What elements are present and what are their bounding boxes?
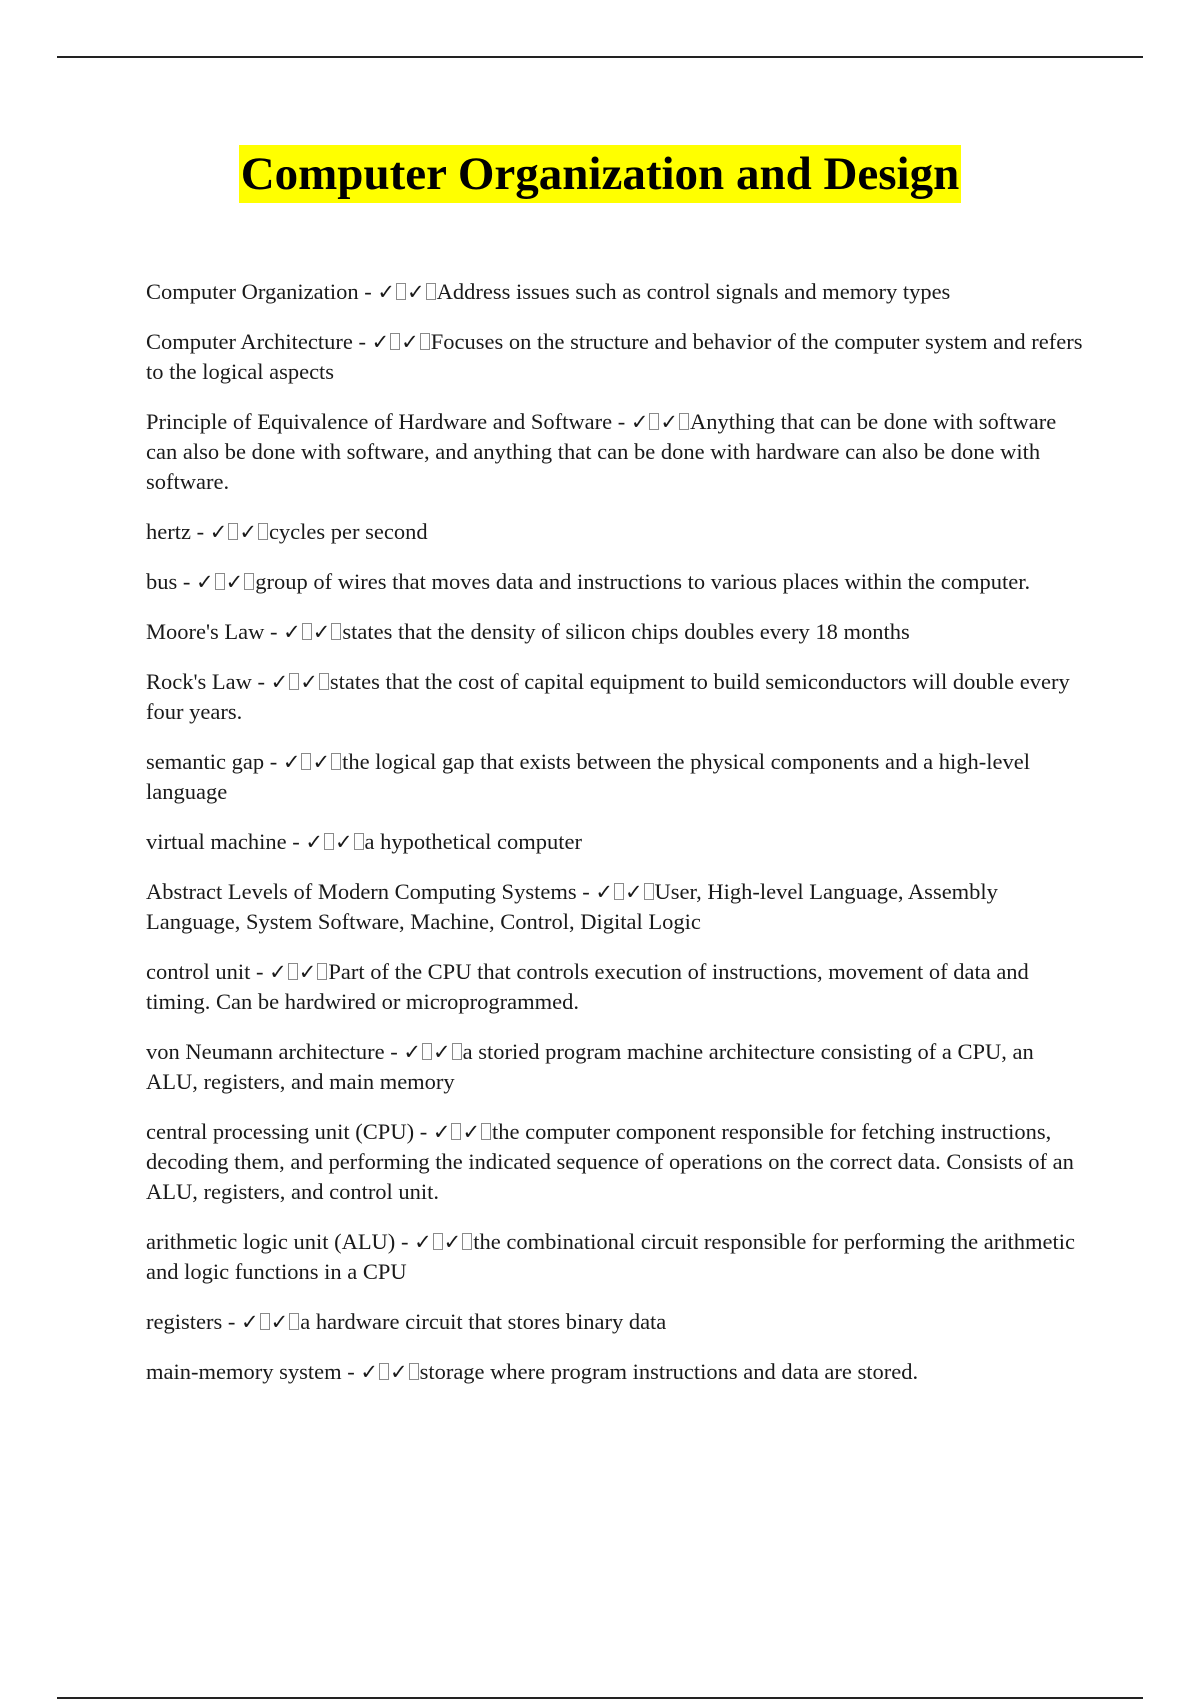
entry-term: virtual machine <box>146 829 287 854</box>
entry-term: arithmetic logic unit (ALU) <box>146 1229 396 1254</box>
missing-glyph-box-icon <box>215 573 225 590</box>
check-mark-icon: ✓ <box>432 1120 451 1144</box>
check-mark-icon: ✓ <box>389 1360 408 1384</box>
entry-definition: the logical gap that exists between the physical components and a high-level language <box>146 749 1030 804</box>
entry-definition: storage where program instructions and data are stored. <box>419 1359 919 1384</box>
check-mark-icon: ✓ <box>269 960 287 984</box>
entry-separator: - <box>251 669 271 694</box>
glossary-entry <box>146 407 1086 497</box>
check-mark-icon: ✓ <box>401 330 419 354</box>
title-container <box>0 145 1200 203</box>
entry-separator: - <box>250 959 270 984</box>
entry-separator: - <box>190 519 210 544</box>
glossary-entry <box>146 667 1086 727</box>
entry-term: central processing unit (CPU) <box>146 1119 415 1144</box>
check-mark-icon: ✓ <box>270 670 289 694</box>
missing-glyph-box-icon <box>481 1123 491 1140</box>
missing-glyph-box-icon <box>258 523 268 540</box>
entry-separator: - <box>341 1359 361 1384</box>
check-mark-icon: ✓ <box>407 280 425 304</box>
missing-glyph-box-icon <box>614 883 624 900</box>
missing-glyph-box-icon <box>354 833 364 850</box>
entry-term: hertz <box>146 519 191 544</box>
check-mark-icon: ✓ <box>624 880 643 904</box>
missing-glyph-box-icon <box>426 283 436 300</box>
check-mark-icon: ✓ <box>360 1360 378 1384</box>
entry-definition: a storied program machine architecture consisting of a CPU, an ALU, registers, and main memory <box>146 1039 1034 1094</box>
glossary-entry <box>146 827 1086 857</box>
check-mark-icon: ✓ <box>300 670 318 694</box>
glossary-entry <box>146 567 1086 597</box>
check-mark-icon: ✓ <box>595 880 613 904</box>
missing-glyph-box-icon <box>331 623 341 640</box>
entry-term: main-memory system <box>146 1359 342 1384</box>
check-mark-icon: ✓ <box>270 1310 289 1334</box>
missing-glyph-box-icon <box>331 753 341 770</box>
check-mark-icon: ✓ <box>630 410 649 434</box>
missing-glyph-box-icon <box>422 1043 432 1060</box>
entry-separator: - <box>286 829 306 854</box>
glossary-list <box>146 277 1086 1407</box>
page-title: Computer Organization and Design <box>239 145 962 203</box>
check-mark-icon: ✓ <box>334 830 353 854</box>
missing-glyph-box-icon <box>396 283 406 300</box>
missing-glyph-box-icon <box>301 753 311 770</box>
glossary-entry <box>146 877 1086 937</box>
missing-glyph-box-icon <box>420 333 430 350</box>
entry-definition: a hypothetical computer <box>364 829 582 854</box>
missing-glyph-box-icon <box>644 883 654 900</box>
entry-separator: - <box>264 749 283 774</box>
glossary-entry <box>146 957 1086 1017</box>
check-mark-icon: ✓ <box>403 1040 422 1064</box>
entry-definition: a hardware circuit that stores binary data <box>300 1309 667 1334</box>
entry-term: von Neumann architecture <box>146 1039 385 1064</box>
entry-term: registers <box>146 1309 223 1334</box>
missing-glyph-box-icon <box>390 333 400 350</box>
missing-glyph-box-icon <box>649 413 659 430</box>
check-mark-icon: ✓ <box>443 1230 462 1254</box>
entry-separator: - <box>264 619 284 644</box>
entry-term: Moore's Law <box>146 619 265 644</box>
entry-separator: - <box>358 279 378 304</box>
check-mark-icon: ✓ <box>377 280 396 304</box>
entry-term: Abstract Levels of Modern Computing Systems <box>146 879 577 904</box>
glossary-entry <box>146 1357 1086 1387</box>
missing-glyph-box-icon <box>244 573 254 590</box>
check-mark-icon: ✓ <box>225 570 244 594</box>
entry-definition: User, High-level Language, Assembly Language, System Software, Machine, Control, Digital Logic <box>146 879 998 934</box>
entry-definition: states that the cost of capital equipment to build semiconductors will double every four years. <box>146 669 1070 724</box>
check-mark-icon: ✓ <box>298 960 317 984</box>
entry-definition: the computer component responsible for fetching instructions, decoding them, and performing the indicated sequence of operations on the correct data. Consists of an ALU, registers, and control unit. <box>146 1119 1074 1204</box>
glossary-entry <box>146 517 1086 547</box>
entry-definition: Focuses on the structure and behavior of the computer system and refers to the logical aspects <box>146 329 1083 384</box>
glossary-entry <box>146 1307 1086 1337</box>
check-mark-icon: ✓ <box>240 1310 259 1334</box>
check-mark-icon: ✓ <box>433 1040 451 1064</box>
entry-term: bus <box>146 569 178 594</box>
missing-glyph-box-icon <box>433 1233 443 1250</box>
entry-term: Computer Organization <box>146 279 359 304</box>
entry-definition: cycles per second <box>268 519 428 544</box>
missing-glyph-box-icon <box>228 523 238 540</box>
glossary-entry <box>146 617 1086 647</box>
top-rule <box>57 56 1143 58</box>
entry-term: semantic gap <box>146 749 265 774</box>
glossary-entry <box>146 747 1086 807</box>
check-mark-icon: ✓ <box>462 1120 481 1144</box>
glossary-entry <box>146 1227 1086 1287</box>
entry-term: Principle of Equivalence of Hardware and Software <box>146 409 613 434</box>
missing-glyph-box-icon <box>409 1363 419 1380</box>
entry-definition: Part of the CPU that controls execution of instructions, movement of data and timing. Can be hardwired or microprogrammed. <box>146 959 1029 1014</box>
glossary-entry <box>146 1037 1086 1097</box>
missing-glyph-box-icon <box>260 1313 270 1330</box>
entry-separator: - <box>384 1039 404 1064</box>
check-mark-icon: ✓ <box>196 570 214 594</box>
check-mark-icon: ✓ <box>371 330 390 354</box>
entry-separator: - <box>352 329 372 354</box>
entry-separator: - <box>395 1229 415 1254</box>
bottom-rule <box>57 1697 1143 1699</box>
entry-definition: Address issues such as control signals and memory types <box>436 279 951 304</box>
entry-separator: - <box>414 1119 433 1144</box>
check-mark-icon: ✓ <box>283 620 301 644</box>
entry-definition: Anything that can be done with software can also be done with software, and anything that can be done with hardware can also be done with software. <box>146 409 1057 494</box>
missing-glyph-box-icon <box>379 1363 389 1380</box>
missing-glyph-box-icon <box>462 1233 472 1250</box>
glossary-entry <box>146 327 1086 387</box>
check-mark-icon: ✓ <box>312 620 331 644</box>
missing-glyph-box-icon <box>288 963 298 980</box>
check-mark-icon: ✓ <box>239 520 257 544</box>
missing-glyph-box-icon <box>451 1123 461 1140</box>
glossary-entry <box>146 1117 1086 1207</box>
entry-term: Computer Architecture <box>146 329 353 354</box>
entry-separator: - <box>222 1309 241 1334</box>
check-mark-icon: ✓ <box>414 1230 432 1254</box>
missing-glyph-box-icon <box>679 413 689 430</box>
missing-glyph-box-icon <box>452 1043 462 1060</box>
entry-definition: states that the density of silicon chips doubles every 18 months <box>342 619 910 644</box>
check-mark-icon: ✓ <box>209 520 228 544</box>
entry-separator: - <box>576 879 596 904</box>
missing-glyph-box-icon <box>317 963 327 980</box>
glossary-entry <box>146 277 1086 307</box>
check-mark-icon: ✓ <box>312 750 331 774</box>
missing-glyph-box-icon <box>324 833 334 850</box>
missing-glyph-box-icon <box>302 623 312 640</box>
check-mark-icon: ✓ <box>305 830 323 854</box>
entry-term: Rock's Law <box>146 669 252 694</box>
check-mark-icon: ✓ <box>282 750 301 774</box>
entry-term: control unit <box>146 959 251 984</box>
missing-glyph-box-icon <box>289 1313 299 1330</box>
entry-separator: - <box>177 569 197 594</box>
entry-definition: the combinational circuit responsible for performing the arithmetic and logic functions in a CPU <box>146 1229 1075 1284</box>
missing-glyph-box-icon <box>289 673 299 690</box>
check-mark-icon: ✓ <box>660 410 679 434</box>
entry-separator: - <box>612 409 631 434</box>
missing-glyph-box-icon <box>319 673 329 690</box>
entry-definition: group of wires that moves data and instructions to various places within the computer. <box>255 569 1031 594</box>
